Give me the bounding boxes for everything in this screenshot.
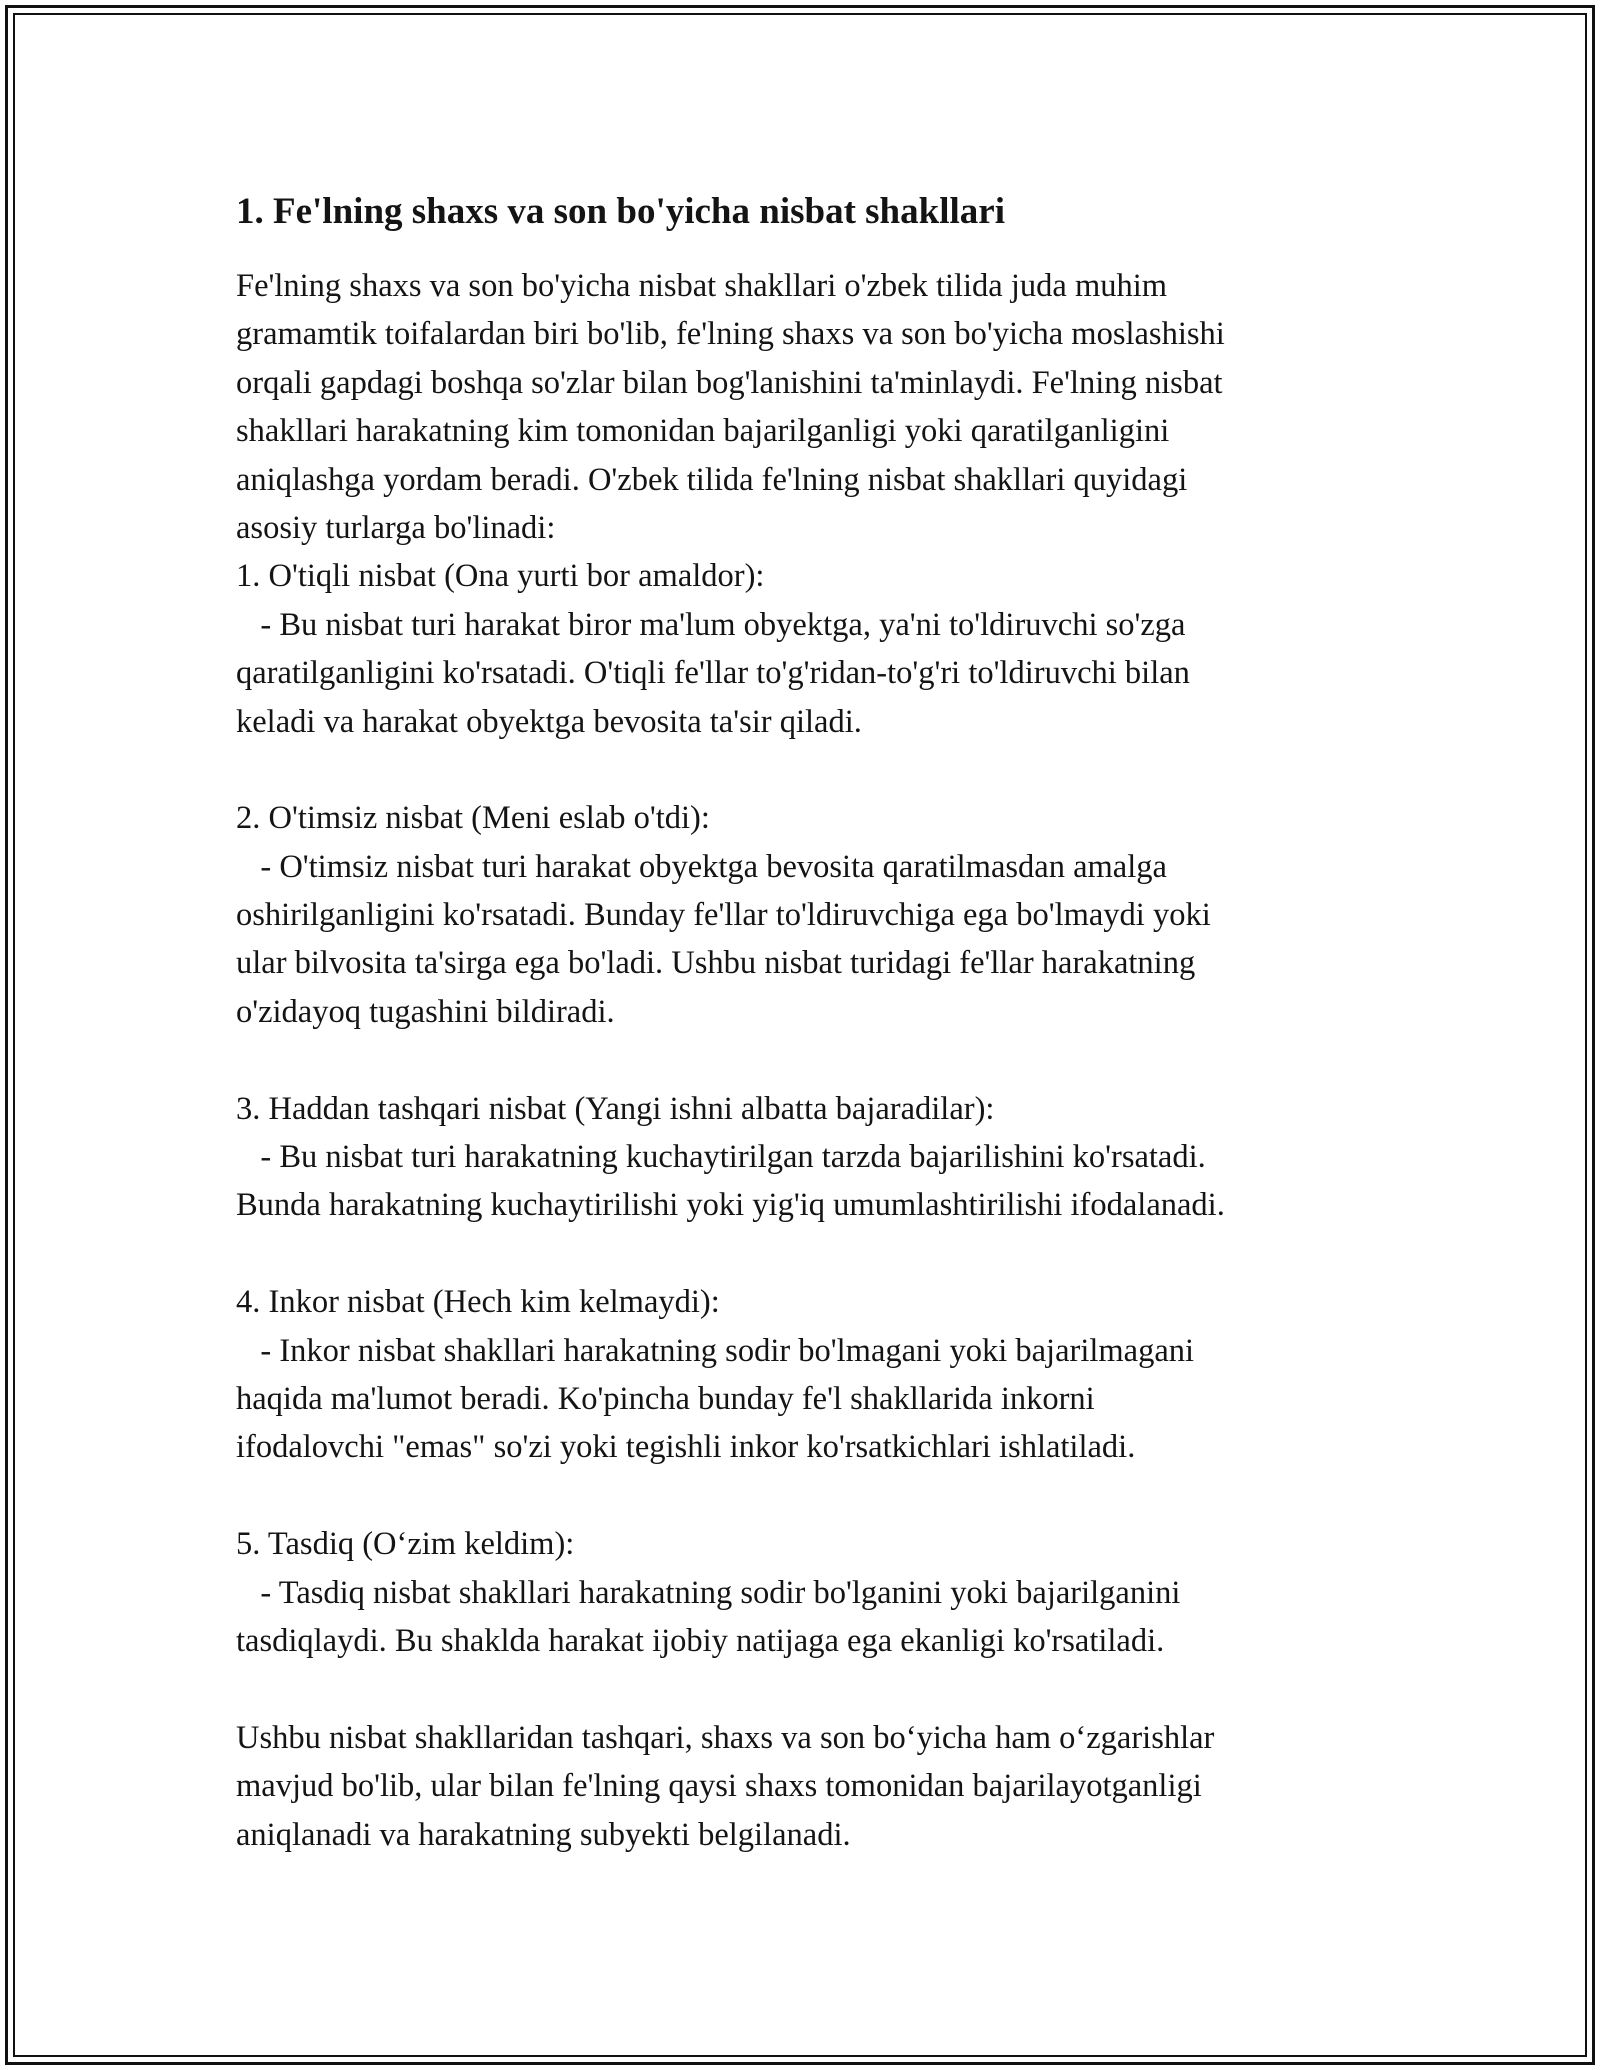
text-line: 4. Inkor nisbat (Hech kim kelmaydi): bbox=[236, 1284, 720, 1321]
blank-line bbox=[236, 1665, 1376, 1713]
text-line: - Bu nisbat turi harakat biror ma'lum obyektga, ya'ni to'ldiruvchi so'zga bbox=[236, 606, 1186, 643]
text-line: 5. Tasdiq (O‘zim keldim): bbox=[236, 1526, 575, 1563]
text-line: - Bu nisbat turi harakatning kuchaytirilgan tarzda bajarilishini ko'rsatadi. bbox=[236, 1139, 1206, 1176]
text-line: 3. Haddan tashqari nisbat (Yangi ishni albatta bajaradilar): bbox=[236, 1090, 995, 1127]
document-title: 1. Fe'lning shaxs va son bo'yicha nisbat shakllari bbox=[236, 191, 1005, 232]
text-line: Ushbu nisbat shakllaridan tashqari, shaxs va son bo‘yicha ham o‘zgarishlar bbox=[236, 1719, 1215, 1756]
text-line: asosiy turlarga bo'linadi: bbox=[236, 509, 556, 546]
text-line: - O'timsiz nisbat turi harakat obyektga bevosita qaratilmasdan amalga bbox=[236, 848, 1167, 885]
blank-line bbox=[236, 1036, 1376, 1084]
text-line: 1. O'tiqli nisbat (Ona yurti bor amaldor): bbox=[236, 558, 765, 595]
text-line: ifodalovchi "emas" so'zi yoki tegishli inkor ko'rsatkichlari ishlatiladi. bbox=[236, 1429, 1136, 1466]
text-line: gramamtik toifalardan biri bo'lib, fe'lning shaxs va son bo'yicha moslashishi bbox=[236, 316, 1225, 353]
text-line: oshirilganligini ko'rsatadi. Bunday fe'llar to'ldiruvchiga ega bo'lmaydi yoki bbox=[236, 897, 1211, 934]
text-line: tasdiqlaydi. Bu shaklda harakat ijobiy natijaga ega ekanligi ko'rsatiladi. bbox=[236, 1622, 1165, 1659]
blank-line bbox=[236, 1230, 1376, 1278]
blank-line bbox=[236, 1472, 1376, 1520]
text-line: - Inkor nisbat shakllari harakatning sodir bo'lmagani yoki bajarilmagani bbox=[236, 1332, 1195, 1369]
text-line: haqida ma'lumot beradi. Ko'pincha bunday fe'l shakllarida inkorni bbox=[236, 1380, 1095, 1417]
blank-line bbox=[236, 746, 1376, 794]
text-line: qaratilganligini ko'rsatadi. O'tiqli fe'llar to'g'ridan-to'g'ri to'ldiruvchi bilan bbox=[236, 655, 1190, 692]
text-line: 2. O'timsiz nisbat (Meni eslab o'tdi): bbox=[236, 800, 710, 837]
text-line: aniqlanadi va harakatning subyekti belgilanadi. bbox=[236, 1816, 851, 1853]
text-line: o'zidayoq tugashini bildiradi. bbox=[236, 993, 615, 1030]
text-line: keladi va harakat obyektga bevosita ta'sir qiladi. bbox=[236, 703, 862, 740]
text-line: mavjud bo'lib, ular bilan fe'lning qaysi shaxs tomonidan bajarilayotganligi bbox=[236, 1768, 1202, 1805]
document-body bbox=[236, 188, 1376, 1859]
text-line: ular bilvosita ta'sirga ega bo'ladi. Ushbu nisbat turidagi fe'llar harakatning bbox=[236, 945, 1196, 982]
text-line: shakllari harakatning kim tomonidan bajarilganligi yoki qaratilganligini bbox=[236, 413, 1170, 450]
text-line: aniqlashga yordam beradi. O'zbek tilida fe'lning nisbat shakllari quyidagi bbox=[236, 461, 1188, 498]
text-line: Fe'lning shaxs va son bo'yicha nisbat shakllari o'zbek tilida juda muhim bbox=[236, 268, 1168, 304]
text-line: - Tasdiq nisbat shakllari harakatning sodir bo'lganini yoki bajarilganini bbox=[236, 1574, 1181, 1611]
document-text bbox=[236, 262, 1376, 1859]
text-line: orqali gapdagi boshqa so'zlar bilan bog'lanishini ta'minlaydi. Fe'lning nisbat bbox=[236, 364, 1223, 401]
text-line: Bunda harakatning kuchaytirilishi yoki yig'iq umumlashtirilishi ifodalanadi. bbox=[236, 1187, 1225, 1224]
